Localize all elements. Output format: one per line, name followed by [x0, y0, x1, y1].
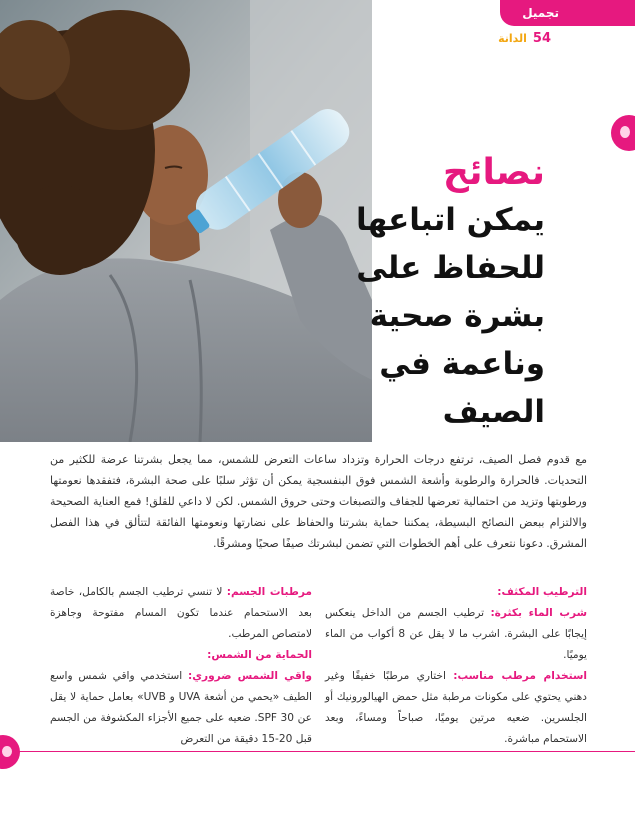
section-label: تجميل [522, 6, 559, 20]
section-heading: الحماية من الشمس: [207, 649, 312, 661]
headline [345, 150, 545, 436]
tip-text: ترطيب الجسم من الداخل ينعكس إيجابًا على البشرة. اشرب ما لا يقل عن 8 أكواب من الماء يوميًا. [325, 607, 587, 661]
magazine-logo: الدانة [498, 32, 527, 45]
right-column [325, 582, 587, 750]
tip-paragraph [325, 666, 587, 750]
headline-line: يمكن اتباعها [356, 202, 545, 238]
headline-line: بشرة صحية [369, 298, 545, 334]
tip-label: شرب الماء بكثرة: [490, 607, 587, 619]
headline-line: وناعمة في [379, 346, 545, 382]
tip-paragraph [50, 666, 312, 750]
footer-rule [15, 751, 635, 752]
tip-paragraph [50, 582, 312, 645]
headline-line: للحفاظ على [356, 250, 545, 286]
decorative-circle-icon [611, 115, 635, 151]
headline-accent: نصائح [443, 152, 545, 193]
photo-woman-drinking-water [0, 0, 372, 442]
tip-text: استخدمي واقي شمس واسع الطيف «يحمي من أشعة UVA و UVB» بعامل حماية لا يقل عن SPF 30. ضعيه على جميع الأجزاء المكشوفة من الجسم قبل 20-15 دقيقة من التعرض [50, 670, 312, 745]
tip-label: مرطبات الجسم: [226, 586, 312, 598]
tip-text: اختاري مرطبًا خفيفًا وغير دهني يحتوي على مكونات مرطبة مثل حمض الهيالورونيك أو الجلسرين. ضعيه مرتين يوميًا، صباحاً ومساءً، وبعد الاستحمام مباشرة. [325, 670, 587, 745]
photo-illustration [0, 0, 372, 442]
tip-label: واقي الشمس ضروري: [188, 670, 312, 682]
decorative-circle-icon [0, 735, 20, 769]
section-tab [500, 0, 635, 26]
page-info [498, 31, 551, 46]
tip-text: لا تنسي ترطيب الجسم بالكامل، خاصة بعد الاستحمام عندما تكون المسام مفتوحة وجاهزة لامتصاص المرطب. [50, 586, 312, 640]
intro-paragraph: مع قدوم فصل الصيف، ترتفع درجات الحرارة وتزداد ساعات التعرض للشمس، مما يجعل بشرتنا عرضة للكثير من التحديات. فالحرارة والرطوبة وأشعة الشمس فوق البنفسجية يمكن أن تؤثر سلبًا على صحة البشرة، فتفقدها نعومتها ورطوبتها وتزيد من احتمالية تعرضها للجفاف والتصبغات وحتى حروق الشمس. لكن لا داعي للقلق! فمع العناية الصحيحة والالتزام ببعض النصائح البسيطة، يمكننا حماية بشرتنا والحفاظ على نضارتها ونعومتها الفائقة لتتألق في هذا الفصل المشرق. دعونا نتعرف على أهم الخطوات التي تضمن لبشرتك صيفًا صحيًا ومشرقًا. [50, 453, 587, 550]
headline-line: الصيف [442, 394, 545, 430]
tip-paragraph [325, 603, 587, 666]
section-heading: الترطيب المكثف: [497, 586, 587, 598]
tip-label: استخدام مرطب مناسب: [453, 670, 587, 682]
left-column [50, 582, 312, 750]
page-number: 54 [532, 31, 551, 46]
